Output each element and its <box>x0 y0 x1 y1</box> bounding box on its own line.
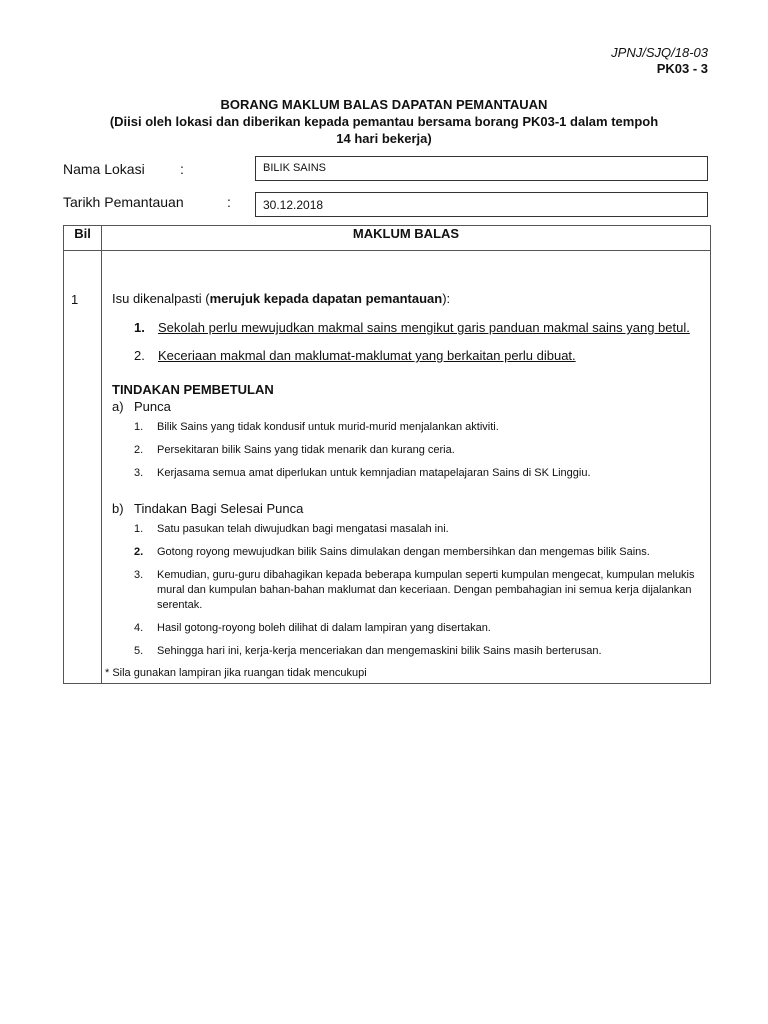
bil-header: Bil <box>64 226 102 251</box>
tarikh-colon: : <box>227 194 231 210</box>
item-text: Sehingga hari ini, kerja-kerja menceriakan dan mengemaskini bilik Sains masih berterusan. <box>157 645 602 657</box>
feedback-table <box>63 225 711 684</box>
maklum-balas-header: MAKLUM BALAS <box>102 226 711 251</box>
page-code: PK03 - 3 <box>656 61 708 76</box>
table-row <box>64 251 711 684</box>
footnote: * Sila gunakan lampiran jika ruangan tidak mencukupi <box>105 667 367 679</box>
selesai-heading <box>112 501 702 516</box>
list-item <box>134 320 702 336</box>
item-number: 1. <box>134 320 145 335</box>
list-item <box>134 644 702 659</box>
item-text: Keceriaan makmal dan maklumat-maklumat yang berkaitan perlu dibuat. <box>158 348 576 363</box>
punca-list <box>112 420 702 481</box>
punca-label: Punca <box>134 399 171 414</box>
tarikh-label: Tarikh Pemantauan <box>63 194 184 210</box>
list-item <box>134 545 702 560</box>
tindakan-title: TINDAKAN PEMBETULAN <box>112 382 274 397</box>
tarikh-field[interactable]: 30.12.2018 <box>255 192 708 217</box>
item-text: Satu pasukan telah diwujudkan bagi mengatasi masalah ini. <box>157 523 449 535</box>
title-line-2: (Diisi oleh lokasi dan diberikan kepada pemantau bersama borang PK03-1 dalam tempoh <box>109 114 659 129</box>
item-text: Kemudian, guru-guru dibahagikan kepada beberapa kumpulan seperti kumpulan mengecat, kumpulan melukis mural dan kumpulan bahan-bahan maklumat dan keceriaan. Dengan pembahagian ini semua kerja dijalankan serentak. <box>157 569 695 611</box>
lokasi-field[interactable]: BILIK SAINS <box>255 156 708 181</box>
item-number: 3. <box>134 569 144 581</box>
list-item <box>134 621 702 636</box>
list-item <box>134 466 702 481</box>
form-title <box>80 96 688 147</box>
intro-bold: merujuk kepada dapatan pemantauan <box>209 291 443 306</box>
issues-intro <box>112 291 702 306</box>
punca-heading <box>112 399 702 414</box>
list-item <box>134 420 702 435</box>
item-number: 2. <box>134 444 144 456</box>
list-item <box>134 443 702 458</box>
lokasi-label: Nama Lokasi <box>63 161 145 177</box>
lokasi-colon: : <box>180 161 184 177</box>
list-item <box>134 348 702 364</box>
document-reference <box>611 45 708 77</box>
item-number: 2. <box>134 546 144 558</box>
item-number: 4. <box>134 622 144 634</box>
title-line-3: 14 hari bekerja) <box>336 131 432 146</box>
list-item <box>134 568 702 613</box>
intro-prefix: Isu dikenalpasti ( <box>112 291 210 306</box>
item-number: 5. <box>134 645 144 657</box>
item-number: 3. <box>134 467 144 479</box>
row-number: 1 <box>64 251 102 684</box>
feedback-content <box>102 251 711 684</box>
punca-letter: a) <box>112 399 124 414</box>
item-text: Kerjasama semua amat diperlukan untuk kemnjadian matapelajaran Sains di SK Linggiu. <box>157 467 591 479</box>
item-number: 1. <box>134 421 144 433</box>
item-text: Persekitaran bilik Sains yang tidak menarik dan kurang ceria. <box>157 444 455 456</box>
selesai-list <box>112 522 702 659</box>
table-header-row <box>64 226 711 251</box>
item-text: Bilik Sains yang tidak kondusif untuk murid-murid menjalankan aktiviti. <box>157 421 499 433</box>
item-text: Hasil gotong-royong boleh dilihat di dalam lampiran yang disertakan. <box>157 622 491 634</box>
item-number: 1. <box>134 523 144 535</box>
item-number: 2. <box>134 348 145 363</box>
issues-list <box>112 320 702 364</box>
selesai-letter: b) <box>112 501 124 516</box>
selesai-label: Tindakan Bagi Selesai Punca <box>134 501 304 516</box>
list-item <box>134 522 702 537</box>
reference-code: JPNJ/SJQ/18-03 <box>611 45 708 60</box>
title-line-1: BORANG MAKLUM BALAS DAPATAN PEMANTAUAN <box>220 97 548 112</box>
intro-suffix: ): <box>442 291 451 306</box>
item-text: Gotong royong mewujudkan bilik Sains dimulakan dengan membersihkan dan mengemas bilik Sains. <box>157 546 650 558</box>
item-text: Sekolah perlu mewujudkan makmal sains mengikut garis panduan makmal sains yang betul. <box>158 320 690 335</box>
